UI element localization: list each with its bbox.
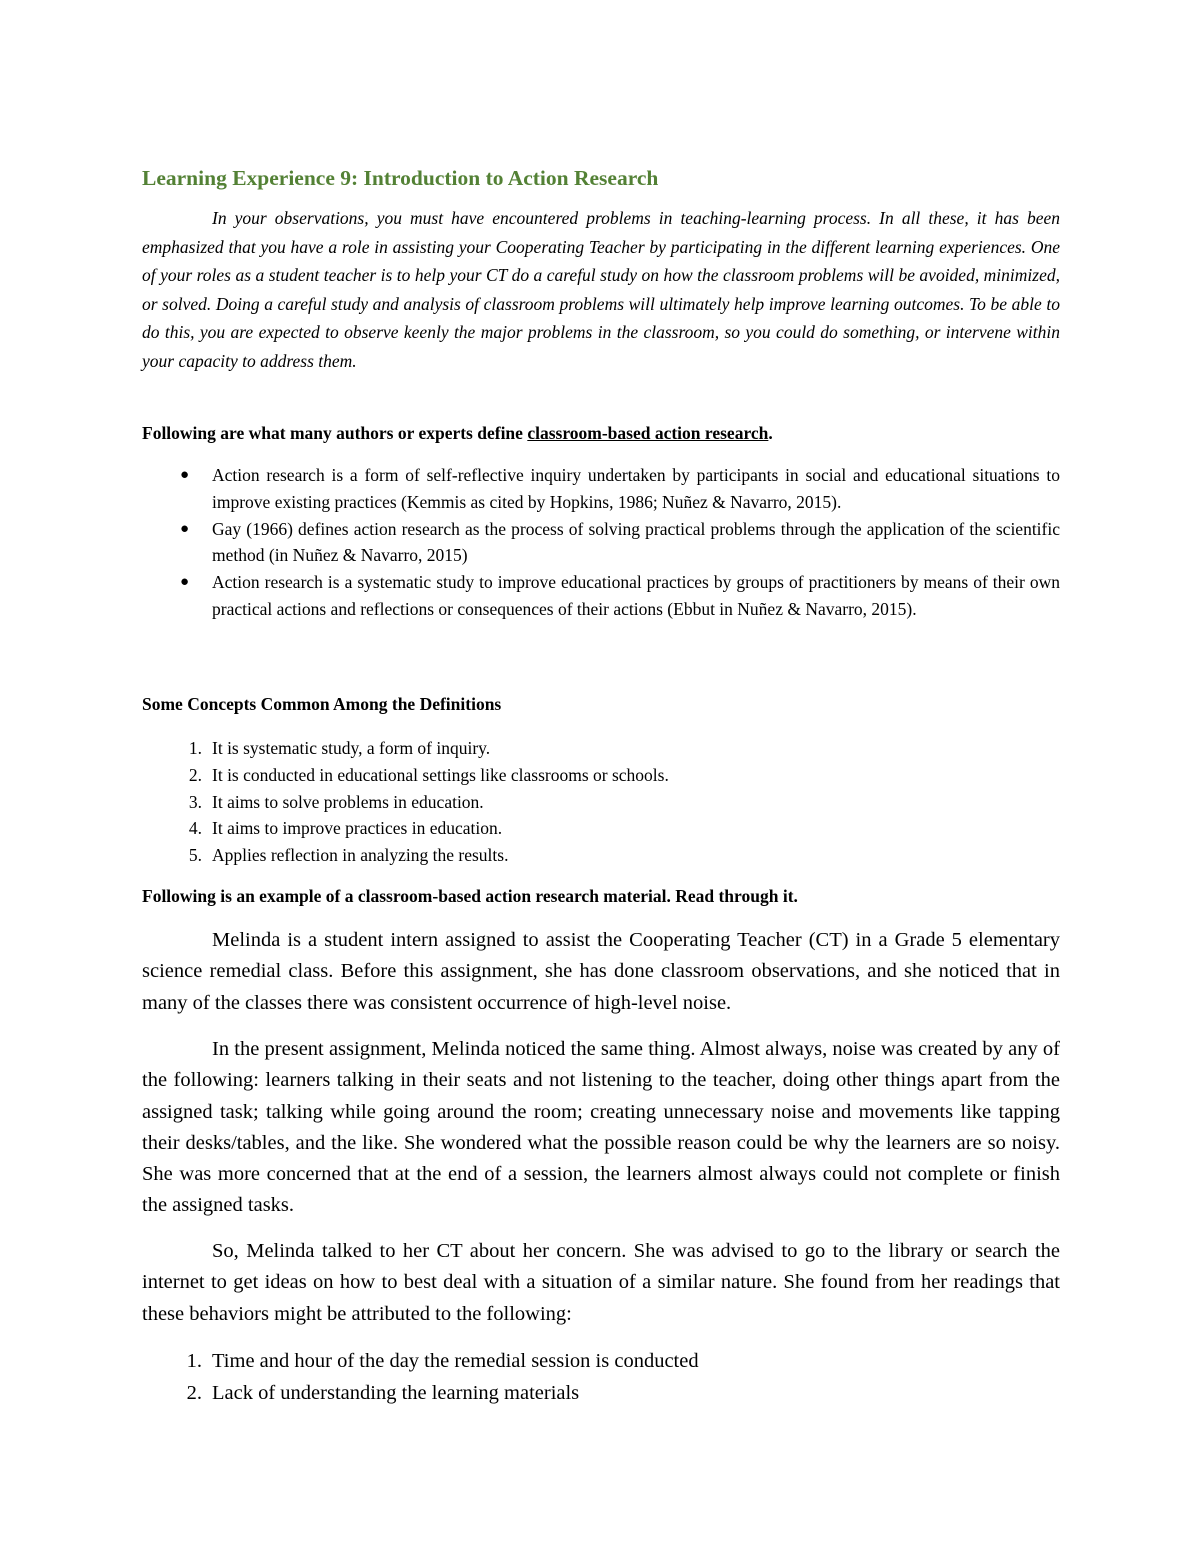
definitions-heading [142,423,773,444]
list-item [142,1345,1060,1377]
bullet-icon: ● [180,574,190,591]
example-heading: Following is an example of a classroom-based action research material. Read through it. [142,886,798,906]
list-number: 2. [188,764,202,785]
list-item [142,462,1060,516]
concepts-list [142,735,1060,869]
bullet-icon: ● [180,467,190,483]
definitions-list [142,462,1060,623]
reason-text: Time and hour of the day the remedial session is conducted [212,1350,699,1372]
definition-text: Gay (1966) defines action research as the process of solving practical problems through the application of the scientific method (in Nuñez & Navarro, 2015) [212,518,1060,566]
definitions-heading-link: classroom-based action research [527,423,769,443]
definition-text: Action research is a form of self-reflective inquiry undertaken by participants in social and educational situations to improve existing practices (Kemmis as cited by Hopkins, 1986; Nuñez & Navarro, 2015). [212,465,1060,512]
list-number: 4. [188,818,202,839]
list-number: 2. [186,1382,202,1404]
story-paragraph-1: Melinda is a student intern assigned to assist the Cooperating Teacher (CT) in a Grade 5 elementary science remedial class. Before this assignment, she has done classroom observations, and she noticed that in many of the classes there was consistent occurrence of high-level noise. [142,929,1060,1014]
list-item [142,789,1060,816]
list-number: 3. [188,791,202,812]
reason-text: Lack of understanding the learning materials [212,1382,580,1404]
list-item [142,1377,1060,1409]
section-heading: Learning Experience 9: Introduction to Action Research [142,166,659,190]
concepts-heading: Some Concepts Common Among the Definitions [142,694,502,714]
concept-text: Applies reflection in analyzing the results. [212,845,509,866]
list-item [142,569,1060,623]
list-item [142,516,1060,570]
definition-text: Action research is a systematic study to improve educational practices by groups of practitioners by means of their own practical actions and reflections or consequences of their actions (Ebbut in Nuñez & Navarro, 2015). [212,572,1060,619]
reasons-list [142,1345,1060,1409]
definitions-heading-suffix: . [768,423,773,443]
concept-text: It is conducted in educational settings like classrooms or schools. [212,764,669,785]
definitions-heading-prefix: Following are what many authors or experts define [142,423,528,443]
concept-text: It aims to solve problems in education. [212,791,484,812]
list-item [142,842,1060,869]
list-number: 1. [186,1350,202,1372]
list-item [142,735,1060,762]
concept-text: It is systematic study, a form of inquiry. [212,738,491,758]
list-number: 5. [188,845,202,866]
list-number: 1. [188,738,202,758]
intro-paragraph: In your observations, you must have encountered problems in teaching-learning process. In all these, it has been emphasized that you have a role in assisting your Cooperating Teacher by participating in the different learning experiences. One of your roles as a student teacher is to help your CT do a careful study on how the classroom problems will be avoided, minimized, or solved. Doing a careful study and analysis of classroom problems will ultimately help improve learning outcomes. To be able to do this, you are expected to observe keenly the major problems in the classroom, so you could do something, or intervene within your capacity to address them. [142,208,1060,371]
bullet-icon: ● [180,520,190,537]
concept-text: It aims to improve practices in education. [212,818,503,839]
story-paragraph-3: So, Melinda talked to her CT about her concern. She was advised to go to the library or search the internet to get ideas on how to best deal with a situation of a similar nature. She found from her readings that these behaviors might be attributed to the following: [142,1240,1060,1325]
list-item [142,815,1060,842]
list-item [142,762,1060,789]
story-paragraph-2: In the present assignment, Melinda noticed the same thing. Almost always, noise was created by any of the following: learners talking in their seats and not listening to the teacher, doing other things apart from the assigned task; talking while going around the room; creating unnecessary noise and movements like tapping their desks/tables, and the like. She wondered what the possible reason could be why the learners are so noisy. She was more concerned that at the end of a session, the learners almost always could not complete or finish the assigned tasks. [142,1038,1060,1217]
